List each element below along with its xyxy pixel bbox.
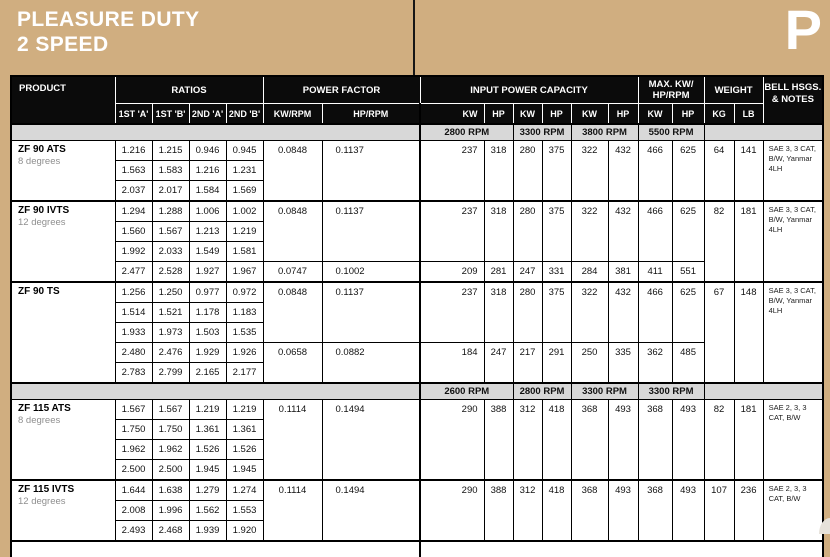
ratio-cell: 1.219 <box>189 400 226 420</box>
ratio-cell: 1.583 <box>152 161 189 181</box>
rpm-band-spacer-right <box>704 124 823 141</box>
capacity-cell: 418 <box>542 400 571 481</box>
ratio-cell: 1.178 <box>189 303 226 323</box>
capacity-cell: 493 <box>672 480 704 541</box>
rpm-band-spacer-left <box>11 124 420 141</box>
product-name: ZF 90 TS <box>18 286 60 297</box>
ratio-cell: 1.562 <box>189 501 226 521</box>
ratio-cell: 1.213 <box>189 222 226 242</box>
capacity-cell: 312 <box>513 480 542 541</box>
rpm-band-label: 2800 RPM <box>420 124 513 141</box>
ratio-cell: 2.177 <box>226 363 263 384</box>
capacity-cell: 322 <box>571 282 608 343</box>
ratio-cell: 2.500 <box>152 460 189 481</box>
capacity-cell: 493 <box>672 400 704 481</box>
rpm-band-row <box>11 383 823 400</box>
ratio-cell: 1.567 <box>152 400 189 420</box>
capacity-cell: 291 <box>542 343 571 384</box>
sub-column-header: LB <box>734 104 763 125</box>
ratio-cell: 1.279 <box>189 480 226 501</box>
ratio-cell: 1.962 <box>152 440 189 460</box>
capacity-cell: 209 <box>420 262 484 283</box>
power-factor-hp-cell: 0.1137 <box>322 141 420 202</box>
weight-lb-cell: 148 <box>734 282 763 383</box>
ratio-cell: 1.256 <box>115 282 152 303</box>
ratio-cell: 1.535 <box>226 323 263 343</box>
ratio-cell: 2.476 <box>152 343 189 363</box>
power-factor-group-header: POWER FACTOR <box>263 76 420 104</box>
rpm-band-label: 2600 RPM <box>420 383 513 400</box>
ratio-cell: 2.783 <box>115 363 152 384</box>
power-factor-hp-cell: 0.1002 <box>322 262 420 283</box>
ratio-cell: 2.493 <box>115 521 152 542</box>
power-factor-kw-cell: 0.1114 <box>263 480 322 541</box>
rpm-band-spacer-right <box>704 383 823 400</box>
rpm-band-spacer-left <box>11 383 420 400</box>
ratio-cell: 1.967 <box>226 262 263 283</box>
ratio-cell: 1.567 <box>152 222 189 242</box>
capacity-cell: 237 <box>420 141 484 202</box>
power-factor-hp-cell: 0.0882 <box>322 343 420 384</box>
ratio-cell: 1.933 <box>115 323 152 343</box>
ratio-cell: 1.927 <box>189 262 226 283</box>
capacity-cell: 335 <box>608 343 638 384</box>
ratio-cell: 1.750 <box>115 420 152 440</box>
capacity-cell: 432 <box>608 282 638 343</box>
product-degrees: 8 degrees <box>18 415 61 426</box>
capacity-cell: 466 <box>638 282 672 343</box>
power-factor-kw-cell: 0.0848 <box>263 141 322 202</box>
title-line1: PLEASURE DUTY <box>17 8 200 31</box>
weight-lb-cell: 181 <box>734 201 763 282</box>
rpm-band-label: 3300 RPM <box>513 124 571 141</box>
ratio-cell: 0.945 <box>226 141 263 161</box>
capacity-cell: 280 <box>513 282 542 343</box>
continuation-right-cell <box>420 541 823 557</box>
sub-column-header: HP <box>672 104 704 125</box>
sub-column-header: HP <box>542 104 571 125</box>
product-name-cell <box>11 400 115 481</box>
capacity-cell: 281 <box>484 262 513 283</box>
ratio-cell: 2.468 <box>152 521 189 542</box>
sub-column-header: 2ND 'B' <box>226 104 263 125</box>
capacity-cell: 368 <box>638 400 672 481</box>
table-row <box>11 480 823 501</box>
capacity-cell: 625 <box>672 282 704 343</box>
table-row <box>11 141 823 161</box>
capacity-cell: 381 <box>608 262 638 283</box>
power-factor-hp-cell: 0.1494 <box>322 400 420 481</box>
capacity-cell: 625 <box>672 141 704 202</box>
ratio-cell: 1.514 <box>115 303 152 323</box>
capacity-cell: 368 <box>571 480 608 541</box>
capacity-cell: 290 <box>420 400 484 481</box>
capacity-cell: 284 <box>571 262 608 283</box>
table-row <box>11 400 823 420</box>
weight-group-header: WEIGHT <box>704 76 763 104</box>
ratio-cell: 1.503 <box>189 323 226 343</box>
ratio-cell: 2.165 <box>189 363 226 384</box>
power-factor-kw-cell: 0.0747 <box>263 262 322 283</box>
spec-table-wrap <box>10 75 822 534</box>
capacity-cell: 290 <box>420 480 484 541</box>
sub-column-header: HP <box>484 104 513 125</box>
capacity-cell: 322 <box>571 201 608 262</box>
power-factor-kw-cell: 0.0658 <box>263 343 322 384</box>
weight-lb-cell: 236 <box>734 480 763 541</box>
power-factor-hp-cell: 0.1494 <box>322 480 420 541</box>
ratio-cell: 1.361 <box>189 420 226 440</box>
capacity-cell: 280 <box>513 141 542 202</box>
ratio-cell: 2.799 <box>152 363 189 384</box>
ratio-cell: 1.920 <box>226 521 263 542</box>
bell-notes-cell: SAE 2, 3, 3 CAT, B/W <box>763 400 823 481</box>
ratio-cell: 1.563 <box>115 161 152 181</box>
ratio-cell: 2.033 <box>152 242 189 262</box>
ratio-cell: 1.567 <box>115 400 152 420</box>
product-degrees: 12 degrees <box>18 496 66 507</box>
spec-table <box>10 75 824 557</box>
capacity-cell: 217 <box>513 343 542 384</box>
ratio-cell: 1.644 <box>115 480 152 501</box>
capacity-cell: 368 <box>571 400 608 481</box>
ratios-group-header: RATIOS <box>115 76 263 104</box>
power-factor-kw-cell: 0.1114 <box>263 400 322 481</box>
input-power-group-header: INPUT POWER CAPACITY <box>420 76 638 104</box>
ratio-cell: 1.926 <box>226 343 263 363</box>
ratio-cell: 1.992 <box>115 242 152 262</box>
continuation-left-cell <box>11 541 420 557</box>
bell-notes-cell: SAE 2, 3, 3 CAT, B/W <box>763 480 823 541</box>
table-row <box>11 282 823 303</box>
capacity-cell: 432 <box>608 141 638 202</box>
table-row <box>11 262 823 283</box>
rpm-band-row <box>11 124 823 141</box>
ratio-cell: 1.962 <box>115 440 152 460</box>
product-column-header: PRODUCT <box>11 76 115 124</box>
capacity-cell: 493 <box>608 480 638 541</box>
ratio-cell: 0.977 <box>189 282 226 303</box>
ratio-cell: 0.972 <box>226 282 263 303</box>
page-title <box>17 8 200 58</box>
ratio-cell: 1.560 <box>115 222 152 242</box>
table-continuation-row <box>11 541 823 557</box>
sub-column-header: KW/RPM <box>263 104 322 125</box>
capacity-cell: 312 <box>513 400 542 481</box>
bell-notes-cell: SAE 3, 3 CAT, B/W, Yanmar 4LH <box>763 282 823 383</box>
ratio-cell: 1.002 <box>226 201 263 222</box>
power-factor-hp-cell: 0.1137 <box>322 282 420 343</box>
sub-column-header: KW <box>638 104 672 125</box>
capacity-cell: 318 <box>484 201 513 262</box>
weight-kg-cell: 67 <box>704 282 734 383</box>
table-row <box>11 201 823 222</box>
ratio-cell: 1.361 <box>226 420 263 440</box>
ratio-cell: 1.750 <box>152 420 189 440</box>
ratio-cell: 2.528 <box>152 262 189 283</box>
ratio-cell: 1.521 <box>152 303 189 323</box>
ratio-cell: 1.274 <box>226 480 263 501</box>
ratio-cell: 0.946 <box>189 141 226 161</box>
rpm-band-label: 3300 RPM <box>638 383 704 400</box>
capacity-cell: 362 <box>638 343 672 384</box>
capacity-cell: 247 <box>484 343 513 384</box>
ratio-cell: 1.929 <box>189 343 226 363</box>
sub-column-header: 2ND 'A' <box>189 104 226 125</box>
ratio-cell: 1.526 <box>226 440 263 460</box>
ratio-cell: 2.008 <box>115 501 152 521</box>
sub-column-header: 1ST 'B' <box>152 104 189 125</box>
capacity-cell: 388 <box>484 480 513 541</box>
weight-kg-cell: 107 <box>704 480 734 541</box>
capacity-cell: 250 <box>571 343 608 384</box>
weight-lb-cell: 181 <box>734 400 763 481</box>
power-factor-hp-cell: 0.1137 <box>322 201 420 262</box>
product-name: ZF 90 IVTS <box>18 205 70 216</box>
weight-kg-cell: 64 <box>704 141 734 202</box>
ratio-cell: 1.288 <box>152 201 189 222</box>
ratio-cell: 2.500 <box>115 460 152 481</box>
capacity-cell: 388 <box>484 400 513 481</box>
ratio-cell: 1.973 <box>152 323 189 343</box>
product-name-cell <box>11 201 115 282</box>
capacity-cell: 432 <box>608 201 638 262</box>
capacity-cell: 237 <box>420 201 484 262</box>
power-factor-kw-cell: 0.0848 <box>263 201 322 262</box>
title-line2: 2 SPEED <box>17 32 109 56</box>
weight-kg-cell: 82 <box>704 201 734 282</box>
ratio-cell: 2.017 <box>152 181 189 202</box>
capacity-cell: 247 <box>513 262 542 283</box>
ratio-cell: 1.526 <box>189 440 226 460</box>
capacity-cell: 237 <box>420 282 484 343</box>
rpm-band-label: 3300 RPM <box>571 383 638 400</box>
sub-column-header: 1ST 'A' <box>115 104 152 125</box>
capacity-cell: 625 <box>672 201 704 262</box>
bell-notes-cell: SAE 3, 3 CAT, B/W, Yanmar 4LH <box>763 201 823 282</box>
ratio-cell: 1.549 <box>189 242 226 262</box>
rpm-band-label: 2800 RPM <box>513 383 571 400</box>
product-name: ZF 115 ATS <box>18 403 71 414</box>
product-name-cell <box>11 282 115 383</box>
capacity-cell: 318 <box>484 141 513 202</box>
page-fold-divider <box>413 0 415 76</box>
ratio-cell: 1.939 <box>189 521 226 542</box>
table-row <box>11 343 823 363</box>
capacity-cell: 375 <box>542 201 571 262</box>
capacity-cell: 184 <box>420 343 484 384</box>
capacity-cell: 493 <box>608 400 638 481</box>
capacity-cell: 331 <box>542 262 571 283</box>
ratio-cell: 1.250 <box>152 282 189 303</box>
sub-column-header: KW <box>513 104 542 125</box>
power-factor-kw-cell: 0.0848 <box>263 282 322 343</box>
capacity-cell: 375 <box>542 282 571 343</box>
rpm-band-label: 5500 RPM <box>638 124 704 141</box>
max-kw-hp-rpm-header: MAX. KW/ HP/RPM <box>638 76 704 104</box>
ratio-cell: 1.945 <box>226 460 263 481</box>
capacity-cell: 411 <box>638 262 672 283</box>
product-degrees: 8 degrees <box>18 156 61 167</box>
section-tab-letter: P <box>784 0 822 61</box>
weight-kg-cell: 82 <box>704 400 734 481</box>
capacity-cell: 418 <box>542 480 571 541</box>
capacity-cell: 466 <box>638 141 672 202</box>
capacity-cell: 551 <box>672 262 704 283</box>
ratio-cell: 1.006 <box>189 201 226 222</box>
product-name: ZF 90 ATS <box>18 144 66 155</box>
ratio-cell: 1.581 <box>226 242 263 262</box>
bell-notes-cell: SAE 3, 3 CAT, B/W, Yanmar 4LH <box>763 141 823 202</box>
product-degrees: 12 degrees <box>18 217 66 228</box>
capacity-cell: 368 <box>638 480 672 541</box>
capacity-cell: 322 <box>571 141 608 202</box>
ratio-cell: 1.216 <box>115 141 152 161</box>
ratio-cell: 1.638 <box>152 480 189 501</box>
product-name-cell <box>11 141 115 202</box>
sub-column-header: KG <box>704 104 734 125</box>
sub-column-header: HP <box>608 104 638 125</box>
ratio-cell: 1.569 <box>226 181 263 202</box>
ratio-cell: 1.553 <box>226 501 263 521</box>
ratio-cell: 1.216 <box>189 161 226 181</box>
capacity-cell: 318 <box>484 282 513 343</box>
bell-hsgs-notes-header: BELL HSGS. & NOTES <box>763 76 823 124</box>
sub-column-header: KW <box>571 104 608 125</box>
capacity-cell: 280 <box>513 201 542 262</box>
ratio-cell: 1.294 <box>115 201 152 222</box>
capacity-cell: 375 <box>542 141 571 202</box>
capacity-cell: 485 <box>672 343 704 384</box>
ratio-cell: 1.219 <box>226 400 263 420</box>
rpm-band-label: 3800 RPM <box>571 124 638 141</box>
product-name-cell <box>11 480 115 541</box>
ratio-cell: 1.945 <box>189 460 226 481</box>
weight-lb-cell: 141 <box>734 141 763 202</box>
ratio-cell: 2.477 <box>115 262 152 283</box>
capacity-cell: 466 <box>638 201 672 262</box>
sub-column-header: KW <box>420 104 484 125</box>
product-name: ZF 115 IVTS <box>18 484 75 495</box>
ratio-cell: 2.480 <box>115 343 152 363</box>
ratio-cell: 1.183 <box>226 303 263 323</box>
sub-column-header: HP/RPM <box>322 104 420 125</box>
ratio-cell: 1.584 <box>189 181 226 202</box>
ratio-cell: 2.037 <box>115 181 152 202</box>
ratio-cell: 1.215 <box>152 141 189 161</box>
ratio-cell: 1.219 <box>226 222 263 242</box>
ratio-cell: 1.996 <box>152 501 189 521</box>
ratio-cell: 1.231 <box>226 161 263 181</box>
